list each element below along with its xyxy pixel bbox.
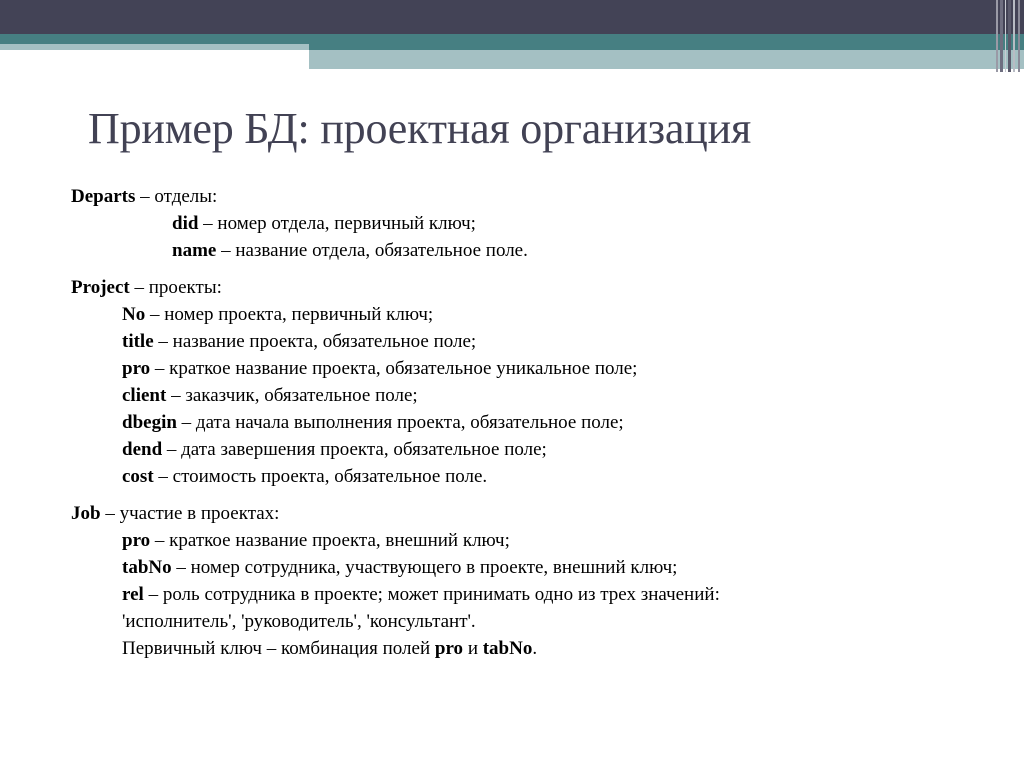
- field-desc: – краткое название проекта, обязательное уникальное поле;: [150, 358, 638, 379]
- table-name: Departs: [71, 186, 136, 207]
- field-desc: – дата начала выполнения проекта, обязательное поле;: [176, 412, 624, 433]
- header-band-dark: [0, 0, 1024, 34]
- slide-title: Пример БД: проектная организация: [88, 104, 751, 153]
- slide-content: [71, 183, 720, 672]
- field-desc: – роль сотрудника в проекте; может принимать одно из трех значений:: [143, 584, 720, 605]
- field-desc: – номер сотрудника, участвующего в проекте, внешний ключ;: [171, 557, 678, 578]
- field-line: [71, 527, 720, 554]
- role-values-line: 'исполнитель', 'руководитель', 'консультант'.: [122, 611, 476, 632]
- section-heading: [71, 274, 720, 301]
- pk-mid: и: [463, 638, 483, 659]
- section-job: [71, 500, 720, 662]
- field-desc: – название отдела, обязательное поле.: [216, 240, 528, 261]
- field-key: client: [122, 385, 167, 406]
- field-line: [71, 436, 720, 463]
- field-key: cost: [122, 466, 154, 487]
- field-line: [71, 237, 720, 264]
- field-line: [71, 355, 720, 382]
- pk-prefix: Первичный ключ – комбинация полей: [122, 638, 435, 659]
- field-line: [71, 409, 720, 436]
- field-desc: – стоимость проекта, обязательное поле.: [153, 466, 488, 487]
- header-band-light-left: [0, 44, 309, 50]
- field-line: [71, 581, 720, 608]
- field-line: [71, 301, 720, 328]
- section-departs: [71, 183, 720, 264]
- field-key: did: [172, 213, 199, 234]
- field-key: dend: [122, 439, 163, 460]
- field-line: [71, 382, 720, 409]
- field-desc: – номер отдела, первичный ключ;: [198, 213, 476, 234]
- field-key: pro: [122, 358, 151, 379]
- primary-key-note: [71, 635, 720, 662]
- field-line: [71, 328, 720, 355]
- pk-suffix: .: [532, 638, 538, 659]
- field-desc: – название проекта, обязательное поле;: [153, 331, 477, 352]
- section-heading: [71, 500, 720, 527]
- field-key: rel: [122, 584, 144, 605]
- table-desc: – проекты:: [129, 277, 222, 298]
- field-desc: – заказчик, обязательное поле;: [166, 385, 418, 406]
- field-desc: – номер проекта, первичный ключ;: [145, 304, 434, 325]
- table-name: Job: [71, 503, 101, 524]
- section-heading: [71, 183, 720, 210]
- field-key: tabNo: [122, 557, 172, 578]
- pk-key1: pro: [434, 638, 464, 659]
- field-key: pro: [122, 530, 151, 551]
- section-project: [71, 274, 720, 490]
- pk-key2: tabNo: [482, 638, 533, 659]
- field-line: [71, 554, 720, 581]
- header-band-light-right: [309, 50, 1024, 69]
- field-key: name: [172, 240, 217, 261]
- table-name: Project: [71, 277, 130, 298]
- field-key: title: [122, 331, 154, 352]
- field-desc: – дата завершения проекта, обязательное поле;: [162, 439, 547, 460]
- field-line: [71, 463, 720, 490]
- field-desc: – краткое название проекта, внешний ключ;: [150, 530, 510, 551]
- header-edge-lines: [994, 0, 1024, 72]
- field-line: [71, 210, 720, 237]
- table-desc: – отделы:: [135, 186, 218, 207]
- field-key: No: [122, 304, 146, 325]
- table-desc: – участие в проектах:: [100, 503, 280, 524]
- field-key: dbegin: [122, 412, 177, 433]
